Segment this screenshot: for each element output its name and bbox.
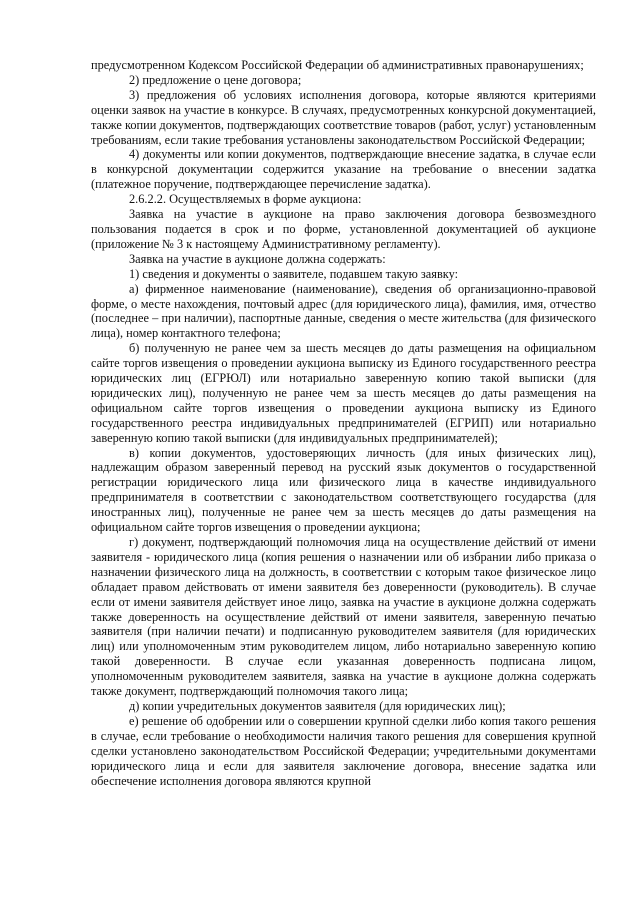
paragraph-item-3: 3) предложения об условиях исполнения договора, которые являются критериями оценки заявок на участие в конкурсе. В случаях, предусмотренных конкурсной документацией, также копии документов, подтверждающих соответствие товаров (работ, услуг) установленным требованиям, если такие требования установлены законодательством Российской Федерации;	[91, 87, 596, 147]
paragraph-continuation: предусмотренном Кодексом Российской Федерации об административных правонарушениях;	[91, 58, 584, 72]
paragraph-subitem-b: б) полученную не ранее чем за шесть месяцев до даты размещения на официальном сайте торгов извещения о проведении аукциона выписку из Единого государственного реестра юридических лиц (ЕГРЮЛ) или нотариально заверенную копию такой выписки (для юридических лиц), полученную не ранее чем за шесть месяцев до даты размещения на официальном сайте торгов извещения о проведении аукциона выписку из Единого государственного реестра индивидуальных предпринимателей (ЕГРИП) или нотариально заверенную копию такой выписки (для индивидуальных предпринимателей);	[91, 341, 596, 445]
paragraph-auction-application: Заявка на участие в аукционе на право заключения договора безвозмездного пользования подается в срок и по форме, установленной документацией об аукционе (приложение № 3 к настоящему Административному регламенту).	[91, 207, 596, 251]
paragraph-item-4: 4) документы или копии документов, подтверждающие внесение задатка, в случае если в конкурсной документации содержится указание на требование о внесении задатка (платежное поручение, подтверждающее перечисление задатка).	[91, 147, 596, 192]
paragraph-subitem-d: д) копии учредительных документов заявителя (для юридических лиц);	[129, 698, 506, 713]
paragraph-item-2: 2) предложение о цене договора;	[129, 72, 302, 87]
paragraph-subitem-e: е) решение об одобрении или о совершении крупной сделки либо копия такого решения в случае, если требование о необходимости наличия такого решения для совершения крупной сделки установлено законодательством Российской Федерации; учредительными документами юридического лица и если для заявителя заключение договора, внесение задатка или обеспечение исполнения договора являются крупной	[91, 713, 596, 788]
document-page	[91, 58, 596, 788]
paragraph-subitem-a: а) фирменное наименование (наименование), сведения об организационно-правовой форме, о месте нахождения, почтовый адрес (для юридического лица), фамилия, имя, отчество (последнее – при наличии), паспортные данные, сведения о месте жительства (для физического лица), номер контактного телефона;	[91, 281, 596, 341]
paragraph-application-contents: Заявка на участие в аукционе должна содержать:	[129, 251, 386, 266]
paragraph-subitem-g: г) документ, подтверждающий полномочия лица на осуществление действий от имени заявителя - юридического лица (копия решения о назначении или об избрании либо приказа о назначении физического лица на должность, в соответствии с которым такое физическое лицо обладает правом действовать от имени заявителя без доверенности (руководитель). В случае если от имени заявителя действует иное лицо, заявка на участие в аукционе должна содержать также доверенность на осуществление действий от имени заявителя, заверенную печатью заявителя (при наличии печати) и подписанную руководителем заявителя (для юридических лиц) или уполномоченным этим руководителем лицом, либо нотариально заверенную копию такой доверенности. В случае если указанная доверенность подписана лицом, уполномоченным руководителем заявителя, заявка на участие в аукционе должна содержать также документ, подтверждающий полномочия такого лица;	[91, 535, 596, 699]
paragraph-subitem-v: в) копии документов, удостоверяющих личность (для иных физических лиц), надлежащим образом заверенный перевод на русский язык документов о государственной регистрации юридического лица или физического лица в качестве индивидуального предпринимателя в соответствии с законодательством соответствующего государства (для иностранных лиц), полученные не ранее чем за шесть месяцев до даты размещения на официальном сайте торгов извещения о проведении аукциона;	[91, 445, 596, 535]
paragraph-item-1-applicant-info: 1) сведения и документы о заявителе, подавшем такую заявку:	[129, 266, 459, 281]
section-heading-2-6-2-2: 2.6.2.2. Осуществляемых в форме аукциона:	[129, 192, 362, 207]
